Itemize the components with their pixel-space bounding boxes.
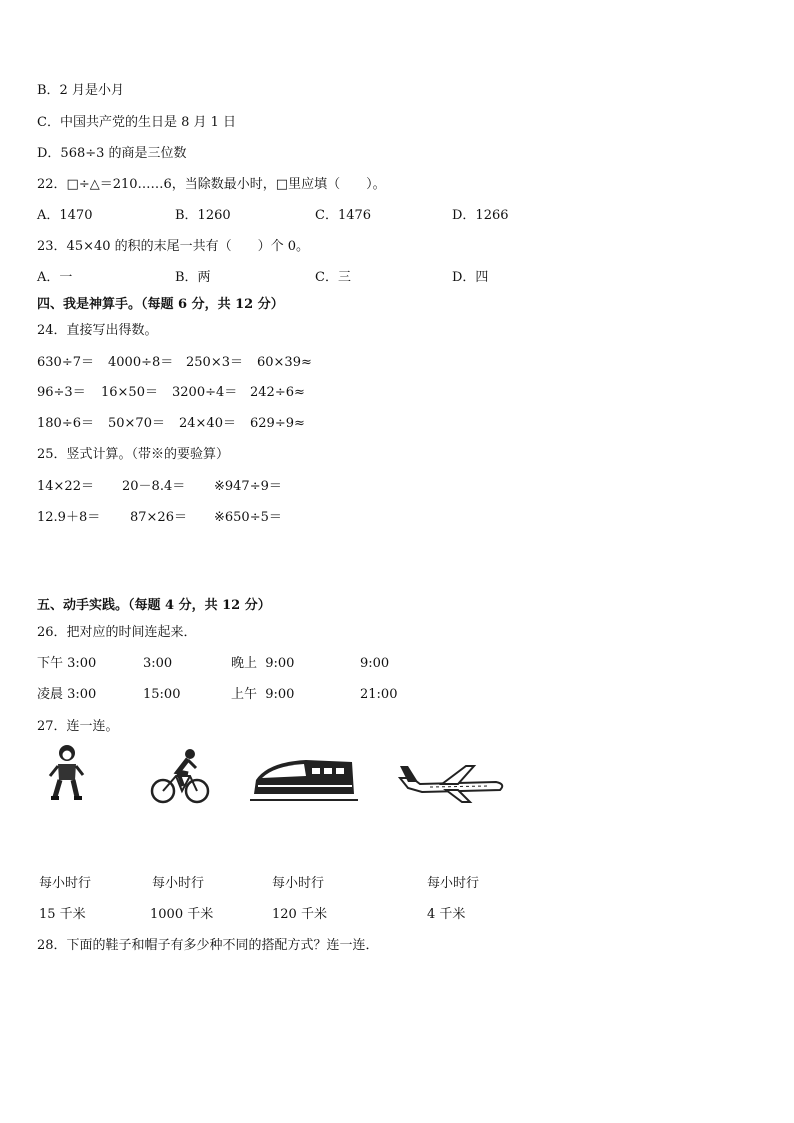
calc-item: 4000÷8＝ [108, 355, 174, 370]
speed-value: 15 千米 [39, 907, 86, 922]
vertical-calc-item: 87×26＝ [130, 510, 187, 525]
train-icon [248, 756, 360, 806]
calc-item: 630÷7＝ [37, 355, 94, 370]
question-25: 25．竖式计算。（带※的要验算） [37, 447, 230, 462]
vertical-calc-item: 14×22＝ [37, 479, 94, 494]
question-26: 26．把对应的时间连起来． [37, 625, 197, 640]
q22-option-d: D．1266 [452, 208, 509, 223]
q23-option-c: C．三 [315, 270, 351, 285]
speed-label: 每小时行 [272, 876, 325, 891]
cyclist-icon [150, 746, 210, 806]
calc-item: 60×39≈ [257, 355, 312, 370]
question-23: 23．45×40 的积的末尾一共有（ ）个 0。 [37, 239, 310, 254]
q23-option-a: A．一 [37, 270, 73, 285]
option-c-line: C．中国共产党的生日是 8 月 1 日 [37, 115, 237, 130]
calc-item: 242÷6≈ [250, 385, 305, 400]
q23-option-d: D．四 [452, 270, 489, 285]
vertical-calc-item: 20－8.4＝ [122, 479, 186, 494]
calc-item: 180÷6＝ [37, 416, 94, 431]
time-label: 下午 3:00 [37, 656, 97, 671]
walking-child-icon [45, 742, 89, 804]
section-5-heading: 五、动手实践。（每题 4 分，共 12 分） [37, 598, 271, 613]
vertical-calc-item: ※650÷5＝ [214, 510, 282, 525]
speed-label: 每小时行 [427, 876, 480, 891]
option-d-line: D．568÷3 的商是三位数 [37, 146, 187, 161]
question-22: 22．□÷△＝210……6，当除数最小时，□里应填（ ）。 [37, 177, 386, 192]
question-28: 28．下面的鞋子和帽子有多少种不同的搭配方式？连一连． [37, 938, 379, 953]
calc-item: 50×70＝ [108, 416, 165, 431]
calc-item: 250×3＝ [186, 355, 243, 370]
time-label: 3:00 [143, 656, 173, 671]
calc-item: 16×50＝ [101, 385, 158, 400]
airplane-icon [396, 762, 508, 804]
q22-option-a: A．1470 [37, 208, 93, 223]
q22-option-b: B．1260 [175, 208, 231, 223]
speed-value: 120 千米 [272, 907, 327, 922]
speed-value: 1000 千米 [150, 907, 214, 922]
calc-item: 629÷9≈ [250, 416, 305, 431]
calc-item: 96÷3＝ [37, 385, 86, 400]
q23-option-b: B．两 [175, 270, 211, 285]
time-label: 15:00 [143, 687, 181, 702]
calc-item: 3200÷4＝ [172, 385, 238, 400]
time-label: 9:00 [360, 656, 390, 671]
question-27: 27．连一连。 [37, 719, 119, 734]
time-label: 凌晨 3:00 [37, 687, 97, 702]
time-label: 上午 9:00 [231, 687, 295, 702]
section-4-heading: 四、我是神算手。（每题 6 分，共 12 分） [37, 297, 284, 312]
vertical-calc-item: ※947÷9＝ [214, 479, 282, 494]
calc-item: 24×40＝ [179, 416, 236, 431]
speed-value: 4 千米 [427, 907, 466, 922]
time-label: 21:00 [360, 687, 398, 702]
speed-label: 每小时行 [39, 876, 92, 891]
q22-option-c: C．1476 [315, 208, 372, 223]
option-b-line: B．2 月是小月 [37, 83, 124, 98]
vertical-calc-item: 12.9＋8＝ [37, 510, 101, 525]
question-24: 24．直接写出得数。 [37, 323, 158, 338]
speed-label: 每小时行 [152, 876, 205, 891]
time-label: 晚上 9:00 [231, 656, 295, 671]
